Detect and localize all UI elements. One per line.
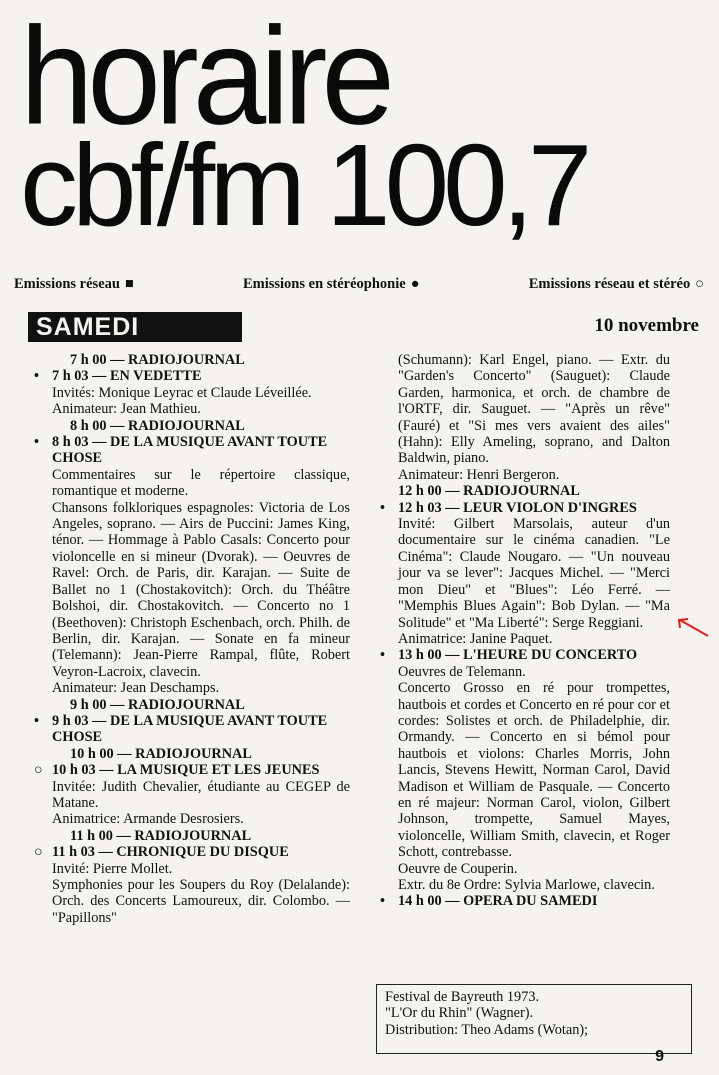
masthead	[20, 0, 710, 250]
stereo-dot-icon: •	[34, 434, 40, 451]
entry-head: • 7 h 03 — EN VEDETTE	[34, 368, 202, 385]
entry-body: Animateur: Henri Bergeron.	[398, 466, 560, 483]
legend	[14, 276, 704, 293]
entry-head: • 12 h 03 — LEUR VIOLON D'INGRES	[380, 499, 637, 516]
entry-head: ○ 11 h 03 — CHRONIQUE DU DISQUE	[34, 844, 289, 861]
box-line: Distribution: Theo Adams (Wotan);	[385, 1021, 589, 1038]
red-arrow-icon	[676, 616, 710, 640]
square-icon: ■	[124, 276, 134, 292]
entry-body: Symphonies pour les Soupers du Roy (Delalande): Orch. des Concerts Lamoureux, dir. Colombo. — "Papillons"	[52, 877, 350, 926]
entry-body: Animatrice: Armande Desrosiers.	[52, 811, 244, 828]
entry-body: Commentaires sur le répertoire classique, romantique et moderne.	[52, 466, 350, 500]
entry-body: Chansons folkloriques espagnoles: Victoria de Los Angeles, soprano. — Airs de Puccini: James King, ténor. — Hommage à Pablo Casals: Concerto pour violoncelle en si mineur (Dvorak). — Oeuvres de Ravel: Orch. de Paris, dir. Karajan. — Suite de Ballet no 1 (Chostakovitch): Orch. du Théâtre Bolshoi, dir. Chostakovitch. — Concerto no 1 (Beethoven): Christoph Eschenbach, orch. Philh. de Berlin, dir. Karajan. — Sonate en fa mineur (Telemann): Jean-Pierre Rampal, flûte, Robert Veyron-Lacroix, clavecin.	[52, 499, 350, 680]
entry-body: Invité: Gilbert Marsolais, auteur d'un documentaire sur le cinéma canadien. "Le Cinéma": Claude Nougaro. — "Un nouveau jour va se lever": Jacques Michel. — "Merci mon Dieu" et "Blues": Léo Ferré. — "Memphis Blues Again": Bob Dylan. — "Ma Solitude" et "Ma Liberté": Serge Reggiani.	[398, 516, 670, 631]
box-line: "L'Or du Rhin" (Wagner).	[385, 1005, 534, 1022]
entry-body: Invitée: Judith Chevalier, étudiante au CEGEP de Matane.	[52, 778, 350, 811]
masthead-title: horaire	[20, 0, 389, 153]
schedule-left-column	[34, 352, 350, 926]
box-line: Festival de Bayreuth 1973.	[385, 989, 540, 1005]
entry-head: • 8 h 03 — DE LA MUSIQUE AVANT TOUTE CHOSE	[34, 434, 328, 467]
entry-body: Concerto Grosso en ré pour trompettes, hautbois et cordes et Concerto en ré pour cor et cordes: Solistes et orch. de Philadelphie, dir. Ormandy. — Concerto en si bémol pour hautbois et violons: Charles Morris, John Lancis, Stevens Hewitt, Norman Carol, David Madison et William de Pasquale. — Concerto en ré majeur: Norman Carol, violon, Gilbert Johnson, trompette, Samuel Mayes, violoncelle, William Smith, clavecin, et Roger Schott, contrebasse.	[398, 680, 670, 861]
entry-head: 7 h 00 — RADIOJOURNAL	[70, 352, 245, 368]
entry-head: • 14 h 00 — OPERA DU SAMEDI	[380, 893, 598, 910]
masthead-station: cbf/fm 100,7	[20, 120, 587, 250]
entry-body: Animatrice: Janine Paquet.	[398, 630, 553, 647]
entry-head: 8 h 00 — RADIOJOURNAL	[70, 417, 245, 434]
schedule-right-column	[380, 352, 670, 910]
date-label: 10 novembre	[594, 315, 699, 336]
entry-head: • 9 h 03 — DE LA MUSIQUE AVANT TOUTE CHOSE	[34, 712, 328, 746]
page-number: 9	[655, 1048, 664, 1065]
stereo-dot-icon: •	[380, 893, 386, 910]
legend-reseau: Emissions réseau ■	[14, 276, 134, 292]
entry-body: Oeuvre de Couperin.	[398, 860, 518, 877]
entry-body: Oeuvres de Telemann.	[398, 663, 526, 680]
entry-head: 12 h 00 — RADIOJOURNAL	[398, 483, 580, 500]
reseau-stereo-circle-icon: ○	[34, 762, 43, 779]
dot-icon: ●	[410, 276, 420, 292]
entry-head: • 13 h 00 — L'HEURE DU CONCERTO	[380, 647, 638, 664]
day-banner: SAMEDI	[28, 312, 242, 342]
entry-body: Extr. du 8e Ordre: Sylvia Marlowe, clavecin.	[398, 877, 655, 893]
stereo-dot-icon: •	[380, 647, 386, 664]
stereo-dot-icon: •	[34, 712, 40, 729]
entry-body: Animateur: Jean Deschamps.	[52, 680, 220, 697]
entry-head: 10 h 00 — RADIOJOURNAL	[70, 745, 252, 762]
legend-stereo: Emissions en stéréophonie ●	[242, 276, 420, 292]
entry-head: ○ 10 h 03 — LA MUSIQUE ET LES JEUNES	[34, 762, 320, 779]
stereo-dot-icon: •	[380, 499, 386, 516]
opera-info-box	[376, 984, 692, 1054]
stereo-dot-icon: •	[34, 368, 40, 385]
entry-body: (Schumann): Karl Engel, piano. — Extr. du "Garden's Concerto" (Sauguet): Claude Garden, harmonica, et orch. de chambre de l'ORTF, dir. Sauguet. — "Après un rêve" (Fauré) et "Si mes vers avaient des ailes" (Hahn): Elly Ameling, soprano, and Dalton Baldwin, piano.	[398, 352, 670, 467]
entry-body: Invité: Pierre Mollet.	[52, 860, 173, 877]
circle-icon: ○	[695, 276, 704, 292]
legend-both: Emissions réseau et stéréo ○	[528, 276, 704, 292]
entry-head: 9 h 00 — RADIOJOURNAL	[70, 696, 245, 713]
entry-body: Animateur: Jean Mathieu.	[52, 401, 201, 418]
entry-body: Invités: Monique Leyrac et Claude Léveillée.	[52, 384, 312, 401]
reseau-stereo-circle-icon: ○	[34, 844, 43, 861]
entry-head: 11 h 00 — RADIOJOURNAL	[70, 827, 252, 844]
